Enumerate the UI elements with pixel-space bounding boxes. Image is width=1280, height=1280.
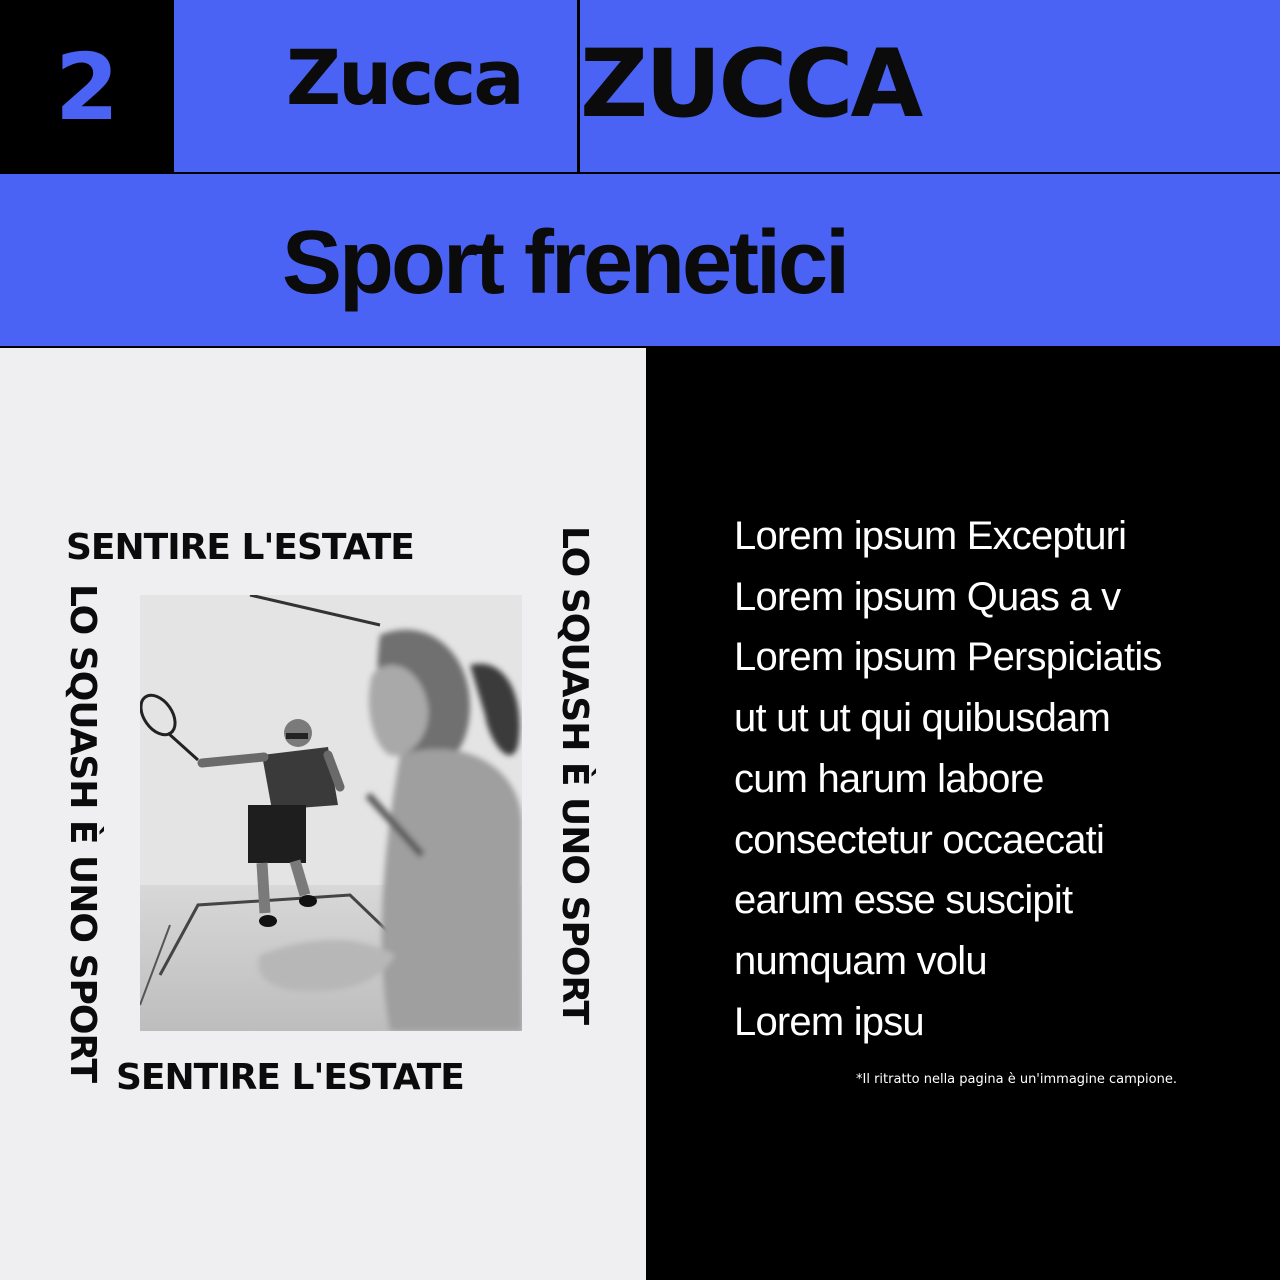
brand-name-large: ZUCCA bbox=[580, 30, 921, 139]
body-line: Lorem ipsum Excepturi bbox=[734, 514, 1127, 558]
body-text bbox=[734, 506, 1254, 1052]
photo-panel bbox=[0, 348, 646, 1280]
text-panel bbox=[646, 348, 1280, 1280]
vertical-caption-right: LO SQUASH È UNO SPORT bbox=[554, 526, 595, 1025]
body-line: cum harum labore bbox=[734, 756, 1044, 801]
body-line: earum esse suscipit bbox=[734, 878, 1073, 923]
body-line: Lorem ipsum Quas a v bbox=[734, 574, 1121, 619]
body-line: Lorem ipsu bbox=[734, 999, 924, 1044]
header bbox=[0, 0, 1280, 174]
body-line: consectetur occaecati bbox=[734, 817, 1105, 862]
brand-cell-large bbox=[580, 0, 1280, 174]
squash-photo bbox=[140, 595, 522, 1031]
footnote: *Il ritratto nella pagina è un'immagine campione. bbox=[856, 1072, 1177, 1087]
brand-name-small: Zucca bbox=[286, 33, 522, 122]
caption-top: SENTIRE L'ESTATE bbox=[66, 527, 414, 568]
brand-cell bbox=[174, 0, 578, 174]
body-line: numquam volu bbox=[734, 938, 987, 983]
body-line: Lorem ipsum Perspiciatis bbox=[734, 635, 1162, 680]
vertical-caption-left: LO SQUASH È UNO SPORT bbox=[62, 584, 103, 1083]
squash-illustration bbox=[140, 595, 522, 1031]
body-line: ut ut ut qui quibusdam bbox=[734, 696, 1110, 741]
issue-number: 2 bbox=[0, 0, 174, 174]
page-title: Sport frenetici bbox=[282, 213, 848, 313]
caption-bottom: SENTIRE L'ESTATE bbox=[116, 1057, 464, 1098]
title-band bbox=[0, 174, 1280, 348]
